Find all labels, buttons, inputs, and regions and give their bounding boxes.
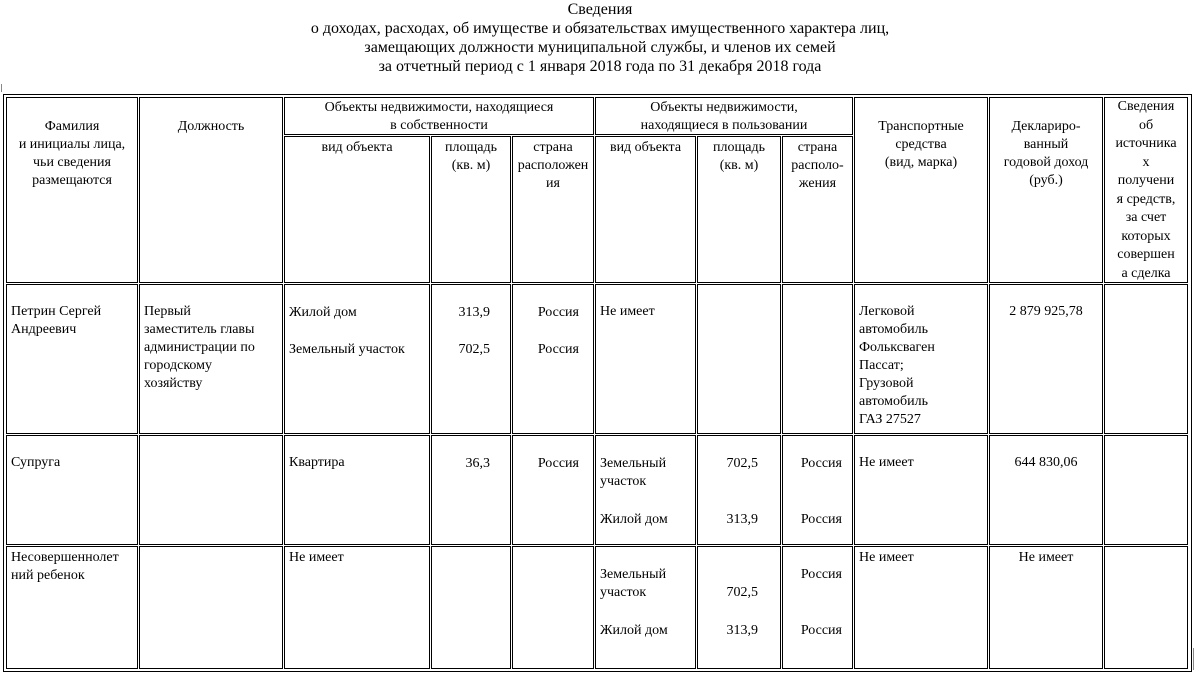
row2-used-type	[595, 435, 696, 545]
row3-owned-area	[431, 546, 511, 669]
row2-owned-country	[512, 435, 594, 545]
row2-income: 644 830,06	[989, 435, 1103, 545]
row3-used-country-2: Россия	[800, 623, 842, 638]
row1-used-area	[697, 284, 781, 434]
row2-used-country	[782, 435, 853, 545]
header-country-owned: страна расположен ия	[512, 136, 594, 283]
document-title	[0, 0, 1200, 76]
row2-owned-area	[431, 435, 511, 545]
row1-owned-area-2: 702,5	[458, 342, 490, 357]
row3-used-type-2: Жилой дом	[600, 623, 668, 638]
header-income: Деклариро- ванный годовой доход (руб.)	[989, 97, 1103, 283]
row1-used-type: Не имеет	[595, 284, 696, 434]
row3-used-type-1: Земельный участок	[600, 567, 667, 600]
row1-owned-country-1: Россия	[537, 305, 579, 320]
header-owned-group: Объекты недвижимости, находящиеся в собственности	[284, 97, 594, 135]
row2-used-country-2: Россия	[800, 512, 842, 527]
row3-transport: Не имеет	[854, 546, 988, 669]
row2-transport: Не имеет	[854, 435, 988, 545]
row3-income: Не имеет	[989, 546, 1103, 669]
row1-income: 2 879 925,78	[989, 284, 1103, 434]
header-country-used: страна располо- жения	[782, 136, 853, 283]
row3-name: Несовершеннолет ний ребенок	[6, 546, 138, 669]
row2-owned-area-1: 36,3	[465, 456, 490, 471]
row2-owned-type: Квартира	[284, 435, 430, 545]
row3-source	[1104, 546, 1188, 669]
row2-used-area	[697, 435, 781, 545]
row3-owned-type: Не имеет	[284, 546, 430, 669]
row3-position	[139, 546, 283, 669]
row3-used-area-2: 313,9	[726, 623, 758, 638]
header-area-used: площадь (кв. м)	[697, 136, 781, 283]
header-position: Должность	[139, 97, 283, 283]
header-transport: Транспортные средства (вид, марка)	[854, 97, 988, 283]
header-name: Фамилия и инициалы лица, чьи сведения размещаются	[6, 97, 138, 283]
row2-used-area-2: 313,9	[726, 512, 758, 527]
row2-used-type-2: Жилой дом	[600, 512, 668, 527]
row3-used-country	[782, 546, 853, 669]
row2-source	[1104, 435, 1188, 545]
row1-owned-area	[431, 284, 511, 434]
row1-owned-country-2: Россия	[537, 342, 579, 357]
row1-owned-area-1: 313,9	[458, 305, 490, 320]
row2-name: Супруга	[6, 435, 138, 545]
title-line-2: о доходах, расходах, об имуществе и обязательствах имущественного характера лиц,	[310, 20, 890, 37]
title-line-4: за отчетный период с 1 января 2018 года по 31 декабря 2018 года	[378, 58, 822, 75]
row2-position	[139, 435, 283, 545]
row2-owned-country-1: Россия	[537, 456, 579, 471]
row3-used-type	[595, 546, 696, 669]
row2-used-type-1: Земельный участок	[600, 456, 667, 489]
row1-owned-type-2: Земельный участок	[289, 342, 405, 357]
header-area: площадь (кв. м)	[431, 136, 511, 283]
title-line-3: замещающих должности муниципальной службы, и членов их семей	[364, 39, 836, 56]
row1-source	[1104, 284, 1188, 434]
row1-owned-type-1: Жилой дом	[289, 305, 357, 320]
margin-mark	[1193, 648, 1194, 670]
header-object-type-used: вид объекта	[595, 136, 696, 283]
margin-mark	[1, 84, 2, 92]
row1-name: Петрин Сергей Андреевич	[6, 284, 138, 434]
row2-used-country-1: Россия	[800, 456, 842, 471]
row1-owned-type	[284, 284, 430, 434]
row1-used-country	[782, 284, 853, 434]
row3-used-area	[697, 546, 781, 669]
row3-owned-country	[512, 546, 594, 669]
row1-transport: Легковой автомобиль Фольксваген Пассат; Грузовой автомобиль ГАЗ 27527	[854, 284, 988, 434]
row1-owned-country	[512, 284, 594, 434]
row2-used-area-1: 702,5	[726, 456, 758, 471]
header-object-type: вид объекта	[284, 136, 430, 283]
header-used-group: Объекты недвижимости, находящиеся в пользовании	[595, 97, 853, 135]
title-line-1: Сведения	[567, 1, 633, 18]
row1-position: Первый заместитель главы администрации по городскому хозяйству	[139, 284, 283, 434]
row3-used-area-1: 702,5	[726, 585, 758, 600]
row3-used-country-1: Россия	[800, 567, 842, 582]
header-source: Сведения об источника х получени я средств, за счет которых совершен а сделка	[1104, 97, 1188, 283]
